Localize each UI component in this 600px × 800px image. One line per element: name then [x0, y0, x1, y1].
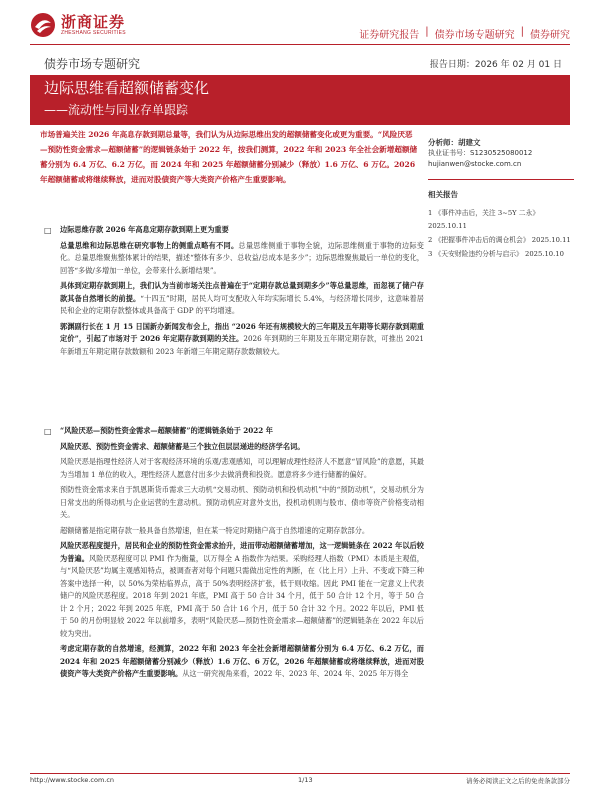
report-type: 债券市场专题研究	[44, 57, 141, 71]
section-2-p1: 风险厌恶是指理性经济人对于客观经济环境的乐观/悲观感知，可以理解成理性经济人不愿意“冒风险”的意愿，其最为当增加 1 单位的收入，理性经济人愿意付出多少去做消费和投资。愿意将多少进行储蓄的偏好。	[60, 457, 424, 479]
analyst-email[interactable]: hujianwen@stocke.com.cn	[428, 160, 522, 168]
section-2-p2: 预防性资金需求来自于凯恩斯货币需求三大动机“交易动机、预防动机和投机动机”中的“预防动机”，交易动机分为日常支出的所得动机与企业运营的生意动机。预防动机应对意外支出，投机动机则与股市、债市等资产价格变动相关。	[60, 485, 424, 519]
top-category-nav: 证券研究报告 | 债券市场专题研究 | 债券研究	[359, 26, 570, 41]
brand-name-en: ZHESHANG SECURITIES	[61, 30, 126, 36]
section-2-p4: 风险厌恶程度可以 PMI 作为衡量，以万得全 A 指数作为结果。采购经理人指数（PMI）本质是主观值，与“风险厌恶”均属主观感知特点，被调查者对每个问题只需做出定性的判断，在（比上月）上升、不变或下降三种答案中选择一种，以 50%为荣枯临界点，高于 50%表明经济扩张，低于则收缩。因此 PMI 能在一定意义上代表储户的风险厌恶程度。2018 年到 2021 年底，PMI 高于 50 合计 34 个月，低于 50 合计 12 个月，等于 50 合计 2 个月；2022 年到 2025 年底，PMI 高于 50 合计 16 个月，低于 50 合计 32 个月。2022 年以后，PMI 低于 50 的月份明显较 2022 年以前增多，表明“风险厌恶—预防性资金需求—超额储蓄”的逻辑链条在 2022 年以后较为突出。	[60, 553, 424, 638]
section-1-p2: “十四五”时期，居民人均可支配收入年均实际增长 5.4%，与经济增长同步，这意味着居民和企业的定期存款整体或具备高于 GDP 的平均增速。	[60, 293, 424, 315]
section-2-p5: 从这一研究视角来看，2022 年、2023 年、2024 年、2025 年万得全	[182, 669, 409, 678]
analyst-cert: 执业证书号：S1230525080012	[428, 149, 533, 157]
summary-paragraph: 市场普遍关注 2026 年高息存款到期总量等，我们认为从边际思维出发的超额储蓄变化或更为重要。“风险厌恶—预防性资金需求—超额储蓄”的逻辑链条始于 2022 年，按我们测算，2022 年和 2023 年全社会新增超额储蓄分别为 6.4 万亿、6.2 万亿，而 2024 年和 2025 年超额储蓄分别减少（释放）1.6 万亿、6 万亿。2026 年超额储蓄或将继续释放，进而对股债资产等大类资产价格产生重要影响。	[40, 130, 418, 184]
related-report-item[interactable]: 1 《事件冲击后，关注 3~5Y 二永》 2025.10.11	[428, 209, 540, 230]
section-1	[60, 224, 424, 361]
page-footer	[30, 776, 570, 790]
brand-logo	[30, 12, 126, 38]
footer-divider	[30, 773, 570, 774]
section-2-subheading: 风险厌恶、预防性资金需求、超额储蓄是三个独立但层层递进的经济学名词。	[60, 441, 305, 451]
section-1-p1-lead: 总量思维和边际思维在研究事物上的侧重点略有不同。	[60, 240, 239, 250]
section-bullet-icon: □	[44, 226, 52, 235]
section-2-p3: 超额储蓄是指定期存款一般具备自然增速，但在某一特定时期储户高于自然增速的定期存款部分。	[60, 525, 370, 535]
logo-mark-icon	[30, 12, 56, 38]
top-nav-item: 债券研究	[530, 30, 570, 41]
top-nav-item: 债券市场专题研究	[434, 30, 515, 41]
sidebar-divider	[428, 179, 574, 180]
report-date: 报告日期：2026 年 02 月 01 日	[429, 60, 562, 70]
section-1-p3-lead: 郭渊副行长在 1 月 15 日国新办新闻发布会上，指出 “2026 年还有规模较大的三年期及五年期等长期存款到期重定价”，引起了市场对于 2026 年定期存款到期的关注。	[60, 321, 424, 343]
section-2	[60, 425, 424, 684]
section-1-heading: 边际思维存款 2026 年高息定期存款到期上更为重要	[60, 225, 229, 234]
section-bullet-icon: □	[44, 427, 52, 436]
page-title: 边际思维看超额储蓄变化	[44, 79, 210, 97]
related-reports-title: 相关报告	[428, 190, 458, 199]
related-report-item[interactable]: 3 《天安财险违约分析与启示》 2025.10.10	[428, 250, 564, 258]
footer-website-link[interactable]: http://www.stocke.com.cn	[30, 776, 115, 784]
brand-name: 浙商证券	[61, 13, 126, 31]
section-2-heading: “风险厌恶—预防性资金需求—超额储蓄”的逻辑链条始于 2022 年	[60, 426, 273, 435]
analyst-name: 分析师：胡建文	[428, 138, 481, 147]
analyst-sidebar	[428, 137, 574, 262]
section-2-p5-lead: 考虑定期存款的自然增速，经测算，2022 年和 2023 年全社会新增超额储蓄分别为 6.4 万亿、6.2 万亿，而 2024 年和 2025 年超额储蓄分别减少（释放）1.6 万亿、6 万亿，2026 年超额储蓄或将继续释放，进而对股债资产等大类资产价格产生重要影响。	[60, 644, 424, 678]
related-report-item[interactable]: 2 《把握事件冲击后的调仓机会》 2025.10.11	[428, 236, 571, 244]
header-divider	[30, 44, 570, 45]
page-subtitle: ——流动性与同业存单跟踪	[44, 103, 189, 117]
page-number: 1/13	[298, 776, 313, 784]
section-1-p3: 2026 年到期的三年期及五年期定期存款，可推出 2021 年新增五年期定期存款数额和 2023 年新增三年期定期存款数额较大。	[60, 334, 424, 356]
section-1-p2-lead: 具体到定期存款到期上，我们认为当前市场关注点普遍在于“定期存款总量到期多少”等总量思维，而忽视了储户存款其备自然增长的前提。	[60, 281, 424, 303]
top-nav-item: 证券研究报告	[359, 30, 420, 41]
section-2-p4-lead: 风险厌恶程度提升，居民和企业的预防性资金需求抬升，进而带动超额储蓄增加，这一逻辑链条在 2022 年以后较为普遍。	[60, 541, 424, 563]
section-1-p1: 总量思维侧重于事物全貌，边际思维侧重于事物的边际变化。总量思维聚焦整体累计的结果，描述“整体有多少、总收益/总成本是多少”；边际思维聚焦最后一单位的变化，回答“多做/多增加一单位，会带来什么新增结果”。	[60, 240, 424, 275]
footer-disclaimer: 请务必阅读正文之后的免责条款部分	[466, 777, 570, 785]
